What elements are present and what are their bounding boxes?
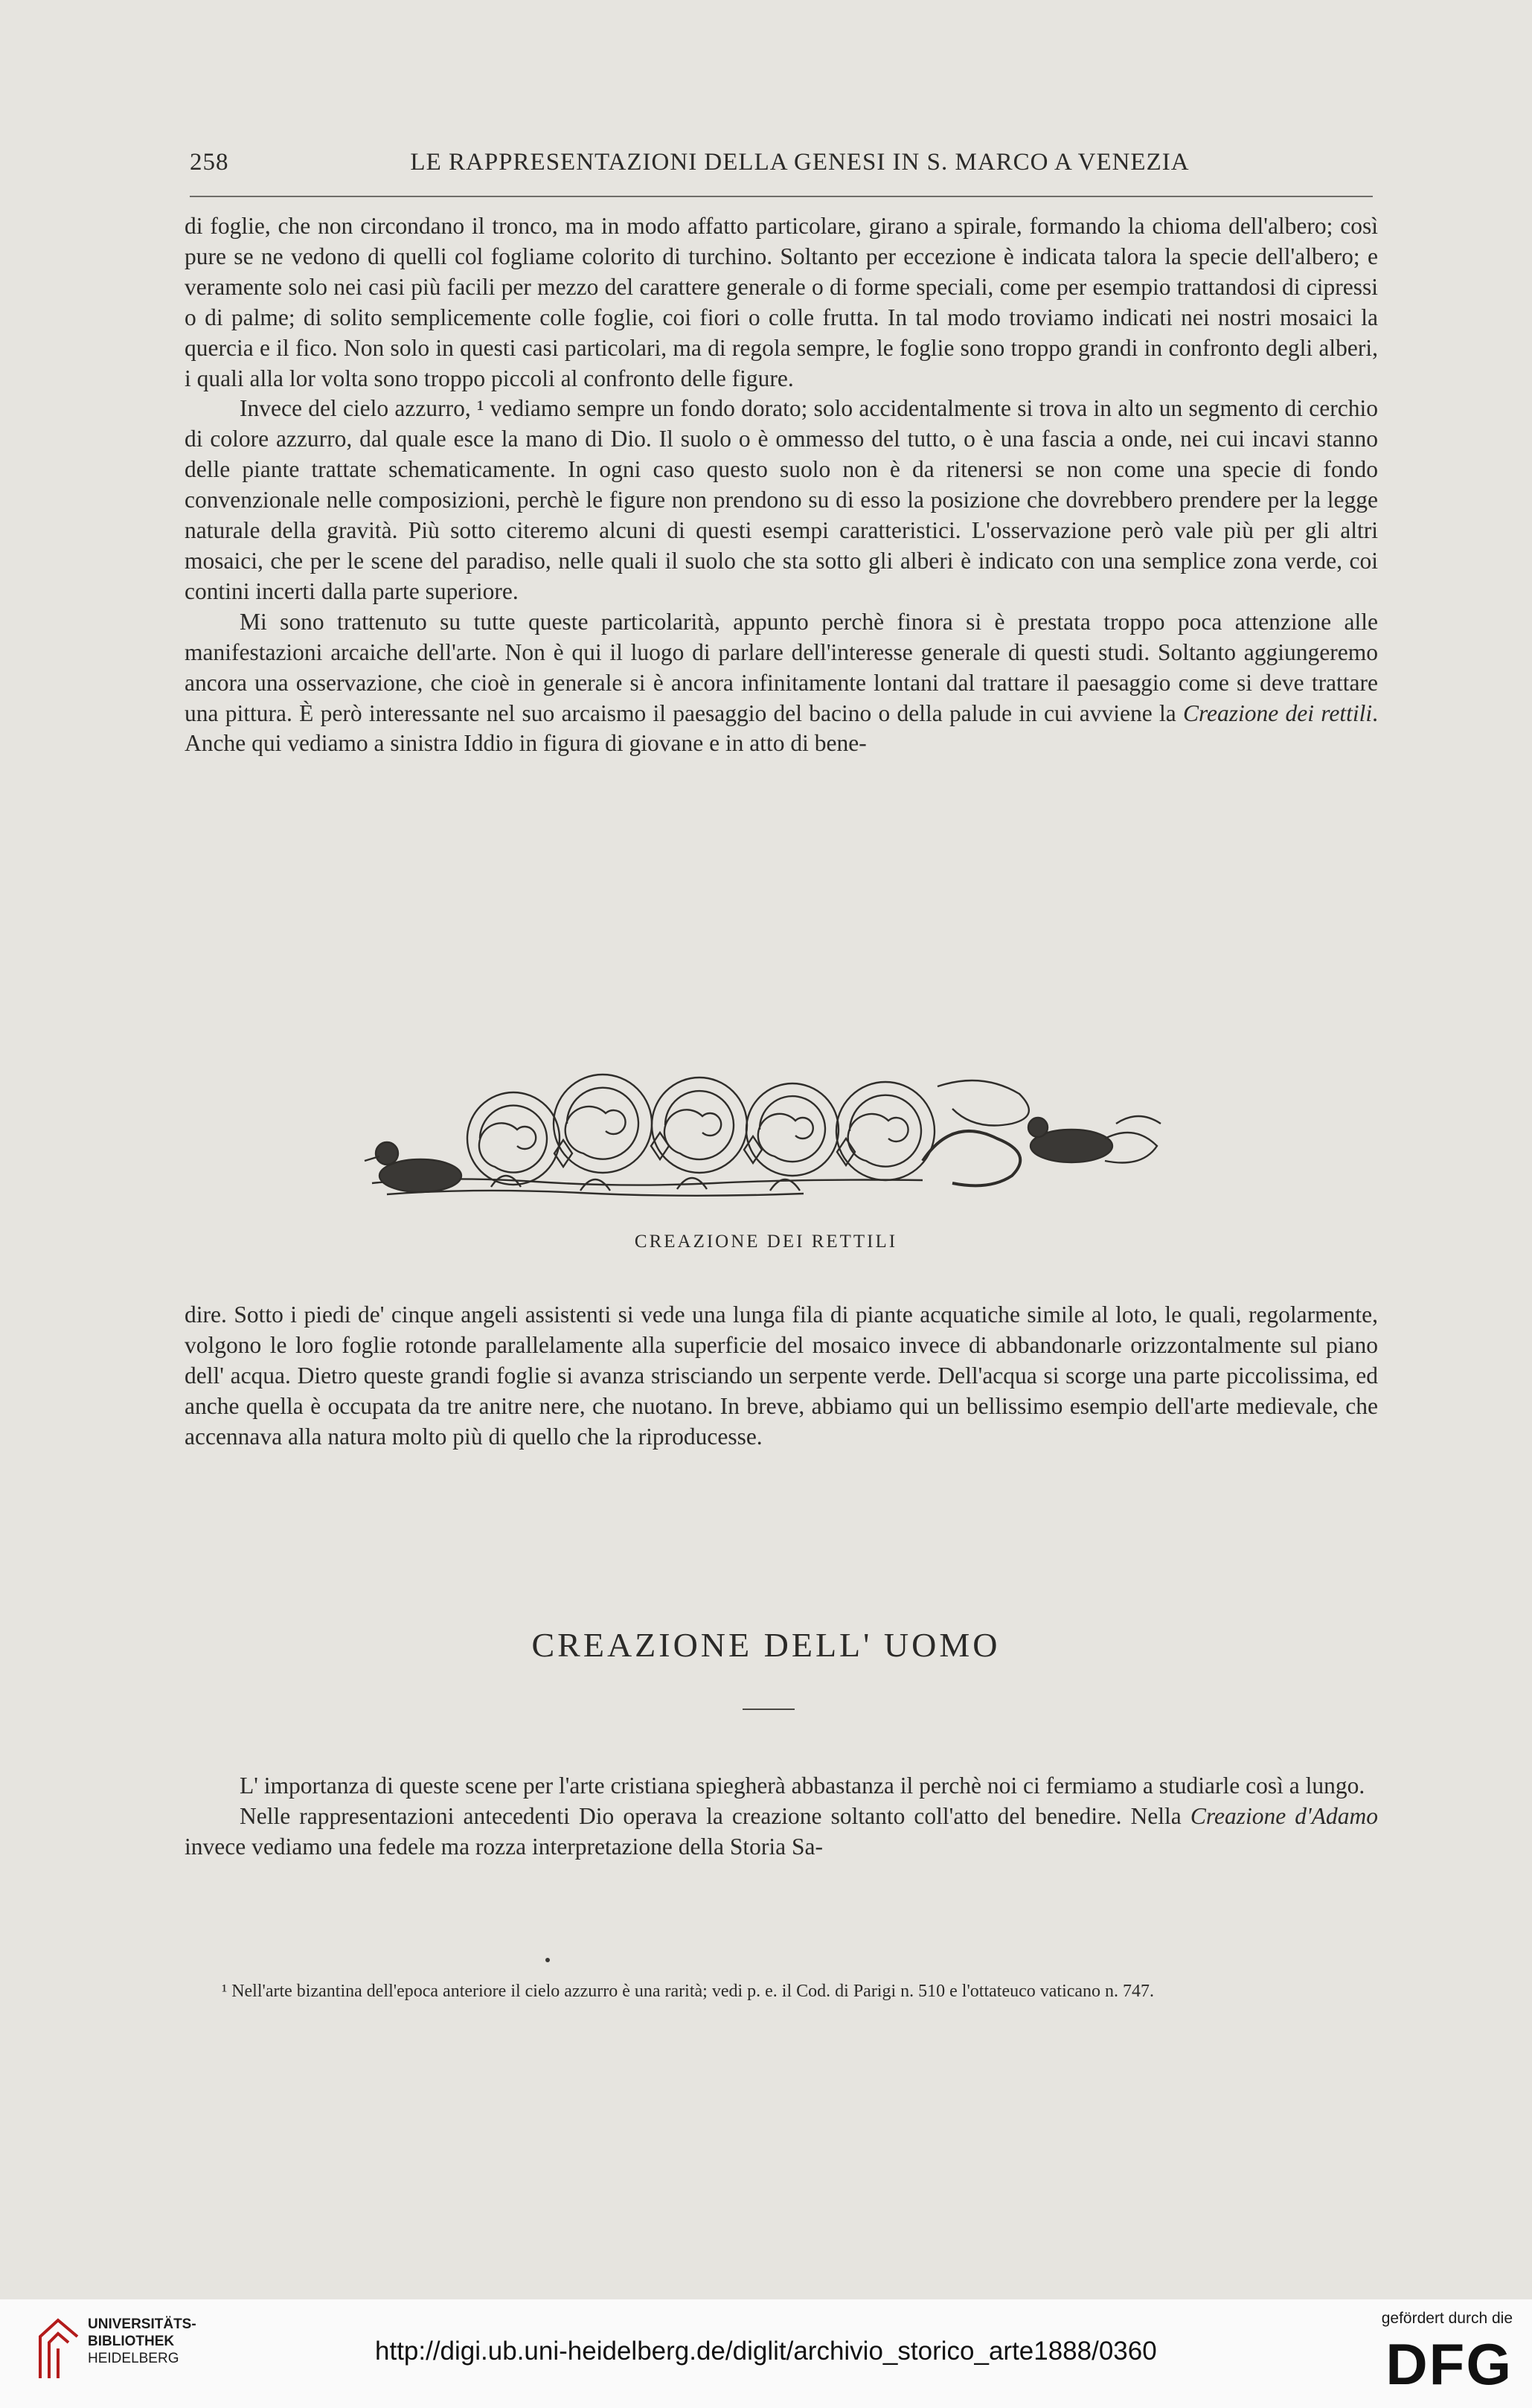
paragraph-text: invece vediamo una fedele ma rozza interpretazione della Storia Sa- xyxy=(185,1833,823,1860)
paragraph: L' importanza di queste scene per l'arte cristiana spiegherà abbastanza il perchè noi ci fermiamo a studiarle così a lungo. xyxy=(240,1773,1365,1799)
paragraph: Invece del cielo azzurro, ¹ vediamo sempre un fondo dorato; solo accidentalmente si trova in alto un segmento di cerchio di colore azzurro, dal quale esce la mano di Dio. Il suolo o è ommesso del tutto, o è una fascia a onde, nei cui incavi stanno delle piante trattate schematicamente. In ogni caso questo suolo non è da ritenersi se non come una specie di fondo convenzionale nelle composizioni, perchè le figure non prendono su di esso la posizione che dovrebbero prendere per la legge naturale della gravità. Più sotto citeremo alcuni di questi esempi caratteristici. L'osservazione però vale più per gli altri mosaici, che per le scene del paradiso, nelle quali il suolo che sta sotto gli alberi è indicato con una semplice zona verde, coi contini incerti dalla parte superiore. xyxy=(185,395,1378,604)
funding-label: gefördert durch die xyxy=(1381,2310,1513,2327)
body-text-middle xyxy=(185,1300,1378,1453)
paragraph: dire. Sotto i piedi de' cinque angeli assistenti si vede una lunga fila di piante acquatiche simile al loto, le quali, regolarmente, volgono le loro foglie rotonde parallelamente alla superficie del mosaico invece di abbandonarle orizzontalmente sul piano dell' acqua. Dietro queste grandi foglie si avanza strisciando un serpente verde. Dell'acqua si scorge una parte piccolissima, ed anche quella è occupata da tre anitre nere, che nuotano. In breve, abbiamo qui un bellissimo esempio dell'arte medievale, che accennava alla natura molto più di quello che la riproducesse. xyxy=(185,1301,1378,1450)
section-title: CREAZIONE DELL' UOMO xyxy=(531,1626,1001,1664)
paragraph-text: Mi sono trattenuto su tutte queste particolarità, appunto perchè finora si è prestata troppo poca attenzione alle manifestazioni arcaiche dell'arte. Non è qui il luogo di parlare dell'interesse generale di questi studi. Soltanto aggiungeremo ancora una osservazione, che cioè in generale si è ancora infinitamente lontani dal trattare il paesaggio come si deve trattare una pittura. È però interessante nel suo arcaismo il paesaggio del bacino o della palude in cui avviene la xyxy=(185,608,1378,726)
library-line: HEIDELBERG xyxy=(88,2351,179,2366)
paragraph xyxy=(185,607,1378,760)
running-title: LE RAPPRESENTAZIONI DELLA GENESI IN S. MARCO A VENEZIA xyxy=(410,149,1190,176)
footnote xyxy=(185,1978,1378,2005)
university-library-logo xyxy=(36,2314,82,2383)
paragraph xyxy=(185,1802,1378,1863)
library-name xyxy=(88,2316,196,2367)
paragraph-text: . Anche qui vediamo a sinistra Iddio in figura di giovane e in atto di bene- xyxy=(185,699,1378,757)
dfg-logo: DFG xyxy=(1385,2331,1513,2397)
library-line: UNIVERSITÄTS- xyxy=(88,2316,196,2332)
paragraph: di foglie, che non circondano il tronco, ma in modo affatto particolare, girano a spirale, formando la chioma dell'albero; così pure se ne vedono di quelli col fogliame colorito di turchino. Soltanto per eccezione è indicata talora la specie dell'albero; e veramente solo nei casi più facili per mezzo del carattere generale o di forme speciali, come per esempio trattandosi di cipressi o di palme; di solito semplicemente colle foglie, coi fiori o colle frutta. In tal modo troviamo indicati nei nostri mosaici la quercia e il fico. Non solo in questi casi particolari, ma di regola sempre, le foglie sono troppo grandi in confronto degli alberi, i quali alla lor volta sono troppo piccoli al confronto delle figure. xyxy=(185,213,1378,391)
paragraph-text: Nelle rappresentazioni antecedenti Dio operava la creazione soltanto coll'atto del benedire. Nella xyxy=(240,1802,1190,1829)
speck-mark xyxy=(545,1958,550,1962)
title-rule xyxy=(743,1709,795,1710)
mosaic-illustration xyxy=(357,1057,1190,1228)
italic-title: Creazione dei rettili xyxy=(1182,699,1373,726)
digitization-footer xyxy=(0,2299,1532,2408)
library-line: BIBLIOTHEK xyxy=(88,2334,175,2349)
header-rule xyxy=(190,196,1373,197)
italic-title: Creazione d'Adamo xyxy=(1190,1802,1378,1829)
body-text-top xyxy=(185,211,1378,759)
page-number: 258 xyxy=(190,149,229,176)
running-header xyxy=(190,149,1373,176)
figure-caption: CREAZIONE DEI RETTILI xyxy=(634,1232,898,1252)
footnote-text: ¹ Nell'arte bizantina dell'epoca anteriore il cielo azzurro è una rarità; vedi p. e. il Cod. di Parigi n. 510 e l'ottateuco vaticano n. 747. xyxy=(222,1982,1155,2001)
body-text-bottom xyxy=(185,1771,1378,1863)
source-url-link[interactable]: http://digi.ub.uni-heidelberg.de/diglit/archivio_storico_arte1888/0360 xyxy=(375,2337,1157,2366)
